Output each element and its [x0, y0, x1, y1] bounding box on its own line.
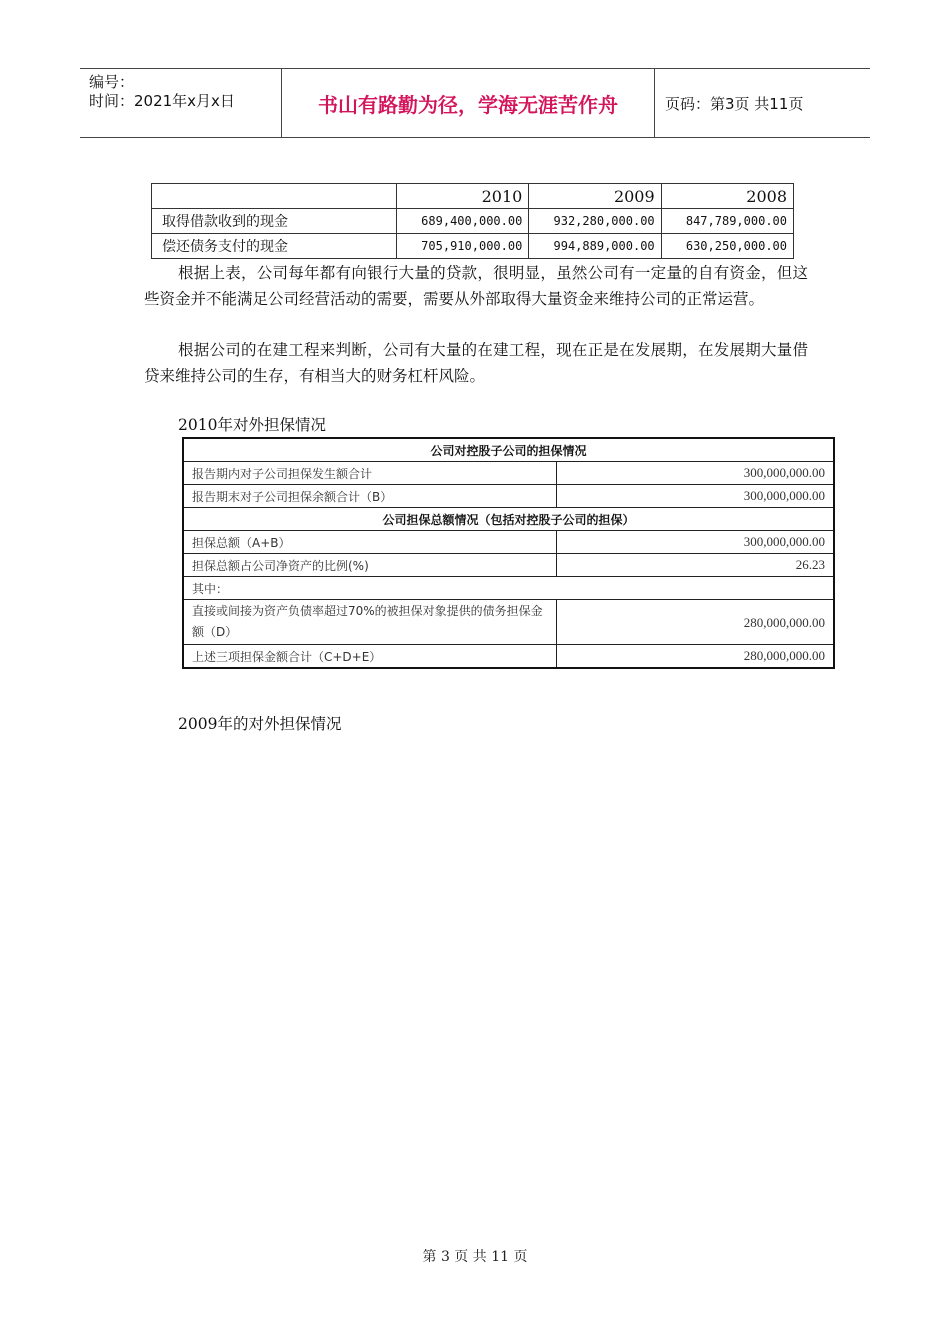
page-header: [80, 68, 870, 138]
table-row: [183, 645, 834, 669]
year-header: 2008: [661, 184, 793, 209]
document-time-label: 时间：2021年x月x日: [89, 92, 235, 110]
table-row: [183, 600, 834, 645]
row-value: 280,000,000.00: [557, 645, 835, 669]
document-number-label: 编号：: [89, 73, 135, 91]
row-label: 担保总额（A+B）: [183, 531, 557, 554]
table-row: [152, 234, 794, 259]
row-label: 报告期末对子公司担保余额合计（B）: [183, 485, 557, 508]
table-row: [183, 577, 834, 600]
table-corner-cell: [152, 184, 397, 209]
row-value: 994,889,000.00: [529, 234, 661, 259]
row-value: 300,000,000.00: [557, 531, 835, 554]
header-divider: [654, 69, 655, 137]
row-value: 705,910,000.00: [397, 234, 529, 259]
row-label: 报告期内对子公司担保发生额合计: [183, 462, 557, 485]
row-value: 300,000,000.00: [557, 462, 835, 485]
row-label: 上述三项担保金额合计（C+D+E）: [183, 645, 557, 669]
row-value: 847,789,000.00: [661, 209, 793, 234]
table-row: [183, 462, 834, 485]
table-section-header: 公司对控股子公司的担保情况: [183, 438, 834, 462]
row-value: 300,000,000.00: [557, 485, 835, 508]
header-page-info: 页码：第3页 共11页: [665, 94, 804, 113]
body-paragraph: 根据上表，公司每年都有向银行大量的贷款，很明显，虽然公司有一定量的自有资金，但这些资金并不能满足公司经营活动的需要，需要从外部取得大量资金来维持公司的正常运营。: [144, 264, 808, 308]
table-row: [183, 485, 834, 508]
row-label: 偿还债务支付的现金: [152, 234, 397, 259]
row-value: 26.23: [557, 554, 835, 577]
row-label: 担保总额占公司净资产的比例(%): [183, 554, 557, 577]
table-header-row: [183, 438, 834, 462]
row-value: 280,000,000.00: [557, 600, 835, 645]
page-footer: 第 3 页 共 11 页: [422, 1249, 528, 1265]
row-label: 直接或间接为资产负债率超过70%的被担保对象提供的债务担保金额（D）: [183, 600, 557, 645]
guarantee-table: [182, 437, 835, 669]
table-header-row: [183, 508, 834, 531]
section-caption: 2010年对外担保情况: [178, 416, 326, 434]
row-value: 932,280,000.00: [529, 209, 661, 234]
header-motto: 书山有路勤为径，学海无涯苦作舟: [318, 92, 618, 117]
table-row: [183, 531, 834, 554]
cash-flow-table: [151, 183, 794, 259]
table-row: [183, 554, 834, 577]
row-value: 689,400,000.00: [397, 209, 529, 234]
table-header-row: [152, 184, 794, 209]
row-label: 取得借款收到的现金: [152, 209, 397, 234]
year-header: 2009: [529, 184, 661, 209]
body-paragraph: 根据公司的在建工程来判断，公司有大量的在建工程，现在正是在发展期，在发展期大量借贷来维持公司的生存，有相当大的财务杠杆风险。: [144, 341, 808, 385]
row-value: 630,250,000.00: [661, 234, 793, 259]
table-row: [152, 209, 794, 234]
row-label: 其中：: [183, 577, 834, 600]
section-caption: 2009年的对外担保情况: [178, 715, 342, 733]
header-meta: [89, 73, 235, 111]
year-header: 2010: [397, 184, 529, 209]
table-section-header: 公司担保总额情况（包括对控股子公司的担保）: [183, 508, 834, 531]
